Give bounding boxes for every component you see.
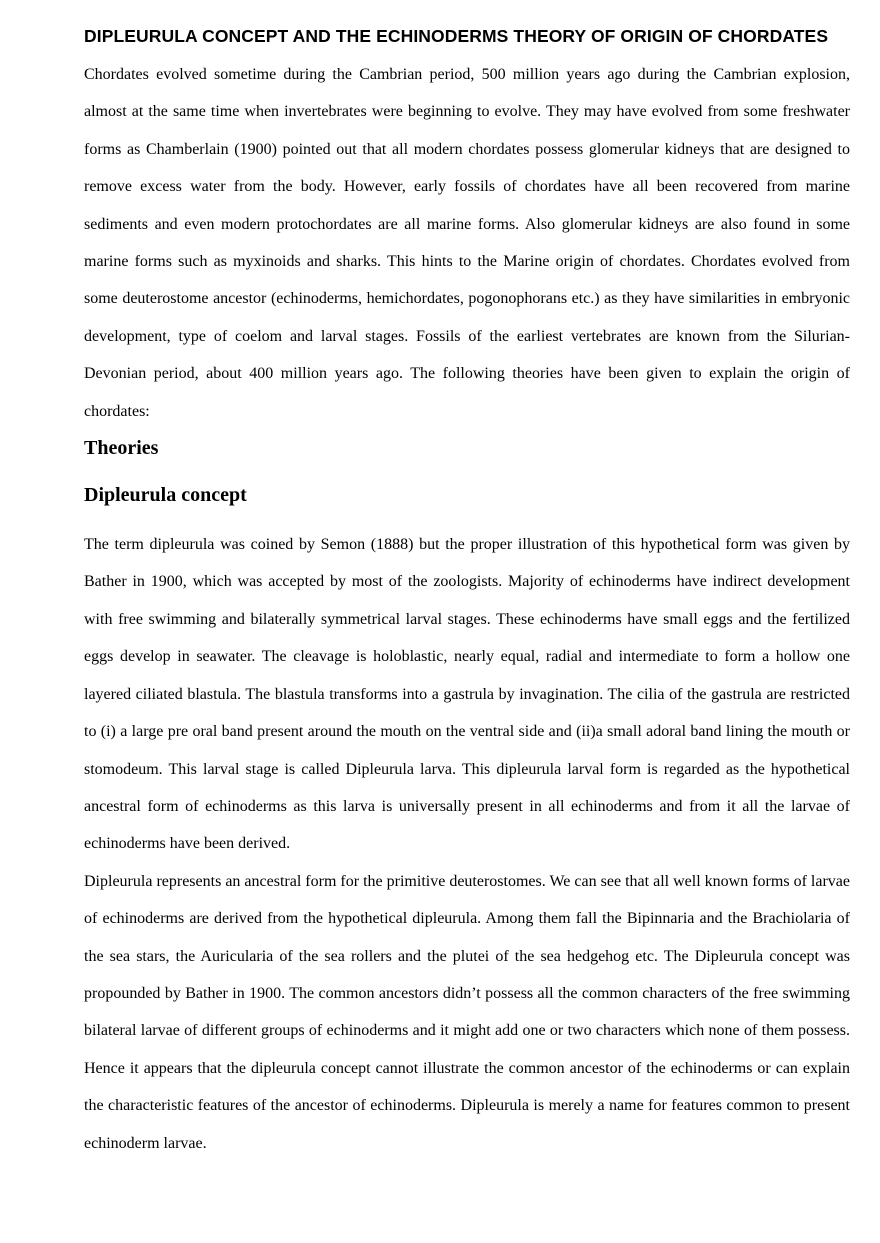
- document-title: DIPLEURULA CONCEPT AND THE ECHINODERMS THEORY OF ORIGIN OF CHORDATES: [84, 26, 829, 46]
- theories-heading: Theories: [84, 437, 159, 460]
- document-content: [84, 0, 850, 1162]
- intro-paragraph: Chordates evolved sometime during the Cambrian period, 500 million years ago during the Cambrian explosion, almost at the same time when invertebrates were beginning to evolve. They may have evolved from some freshwater forms as Chamberlain (1900) pointed out that all modern chordates possess glomerular kidneys that are designed to remove excess water from the body. However, early fossils of chordates have all been recovered from marine sediments and even modern protochordates are all marine forms. Also glomerular kidneys are also found in some marine forms such as myxinoids and sharks. This hints to the Marine origin of chordates. Chordates evolved from some deuterostome ancestor (echinoderms, hemichordates, pogonophorans etc.) as they have similarities in embryonic development, type of coelom and larval stages. Fossils of the earliest vertebrates are known from the Silurian-Devonian period, about 400 million years ago. The following theories have been given to explain the origin of chordates:: [84, 66, 850, 420]
- dipleurula-concept-heading: Dipleurula concept: [84, 484, 247, 507]
- dipleurula-paragraph-2: Dipleurula represents an ancestral form for the primitive deuterostomes. We can see that all well known forms of larvae of echinoderms are derived from the hypothetical dipleurula. Among them fall the Bipinnaria and the Brachiolaria of the sea stars, the Auricularia of the sea rollers and the plutei of the sea hedgehog etc. The Dipleurula concept was propounded by Bather in 1900. The common ancestors didn’t possess all the common characters of the free swimming bilateral larvae of different groups of echinoderms and it might add one or two characters which none of them possess. Hence it appears that the dipleurula concept cannot illustrate the common ancestor of the echinoderms or can explain the characteristic features of the ancestor of echinoderms. Dipleurula is merely a name for features common to present echinoderm larvae.: [84, 872, 850, 1152]
- dipleurula-paragraph-1: The term dipleurula was coined by Semon (1888) but the proper illustration of this hypothetical form was given by Bather in 1900, which was accepted by most of the zoologists. Majority of echinoderms have indirect development with free swimming and bilaterally symmetrical larval stages. These echinoderms have small eggs and the fertilized eggs develop in seawater. The cleavage is holoblastic, nearly equal, radial and intermediate to form a hollow one layered ciliated blastula. The blastula transforms into a gastrula by invagination. The cilia of the gastrula are restricted to (i) a large pre oral band present around the mouth on the ventral side and (ii)a small adoral band lining the mouth or stomodeum. This larval stage is called Dipleurula larva. This dipleurula larval form is regarded as the hypothetical ancestral form of echinoderms as this larva is universally present in all echinoderms and from it all the larvae of echinoderms have been derived.: [84, 536, 850, 853]
